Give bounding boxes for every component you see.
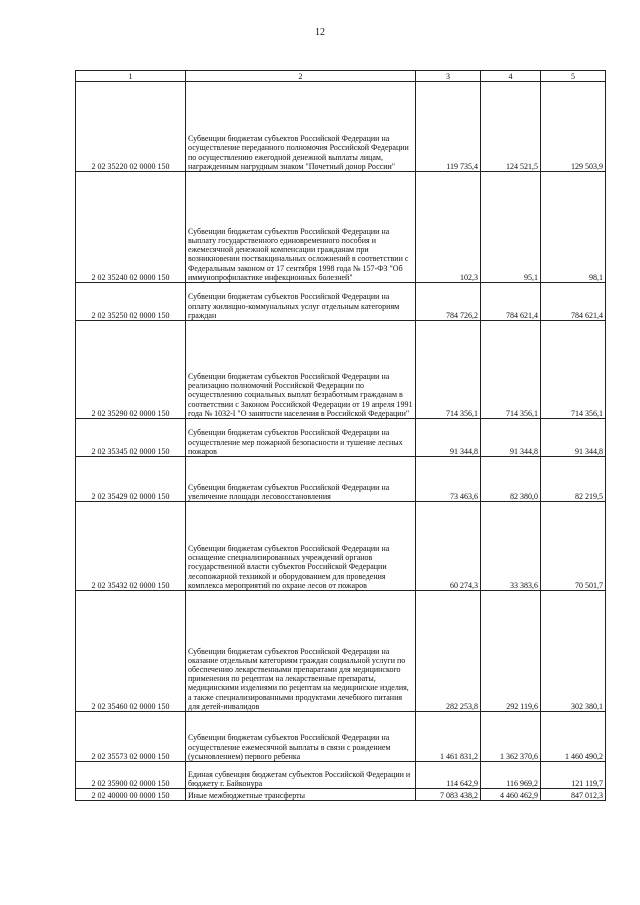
table-row: [76, 457, 606, 502]
column-header: 3: [416, 71, 481, 82]
column-header: 1: [76, 71, 186, 82]
description: Субвенции бюджетам субъектов Российской Федерации на оплату жилищно-коммунальных услуг отдельным категориям граждан: [186, 283, 416, 321]
value-2021: 302 380,1: [541, 591, 606, 712]
description: Субвенции бюджетам субъектов Российской Федерации на выплату государственного единовременного пособия и ежемесячной денежной компенсации гражданам при возникновении поствакцинальных осложнений в соответствии с Федеральным законом от 17 сентября 1998 года № 157-ФЗ "Об иммунопрофилактике инфекционных болезней": [186, 172, 416, 283]
value-2019: 102,3: [416, 172, 481, 283]
value-2020: 292 119,6: [481, 591, 541, 712]
value-2019: 60 274,3: [416, 502, 481, 591]
value-2021: 121 119,7: [541, 762, 606, 789]
value-2020: 124 521,5: [481, 82, 541, 172]
budget-code: 2 02 35220 02 0000 150: [76, 82, 186, 172]
column-header: 5: [541, 71, 606, 82]
description: Субвенции бюджетам субъектов Российской Федерации на оказание отдельным категориям граждан социальной услуги по обеспечению лекарственными препаратами для медицинского применения по рецептам на лекарственные препараты, медицинскими изделиями по рецептам на медицинские изделия, а также специализированными продуктами лечебного питания для детей-инвалидов: [186, 591, 416, 712]
value-2020: 1 362 370,6: [481, 712, 541, 762]
value-2019: 714 356,1: [416, 321, 481, 419]
table-row: [76, 172, 606, 283]
value-2020: 784 621,4: [481, 283, 541, 321]
value-2021: 1 460 490,2: [541, 712, 606, 762]
table-row: [76, 283, 606, 321]
budget-code: 2 02 35460 02 0000 150: [76, 591, 186, 712]
value-2020: 82 380,0: [481, 457, 541, 502]
table-row: [76, 591, 606, 712]
table-row: [76, 712, 606, 762]
table-row: [76, 789, 606, 801]
budget-code: 2 02 40000 00 0000 150: [76, 789, 186, 801]
table-row: [76, 762, 606, 789]
description: Субвенции бюджетам субъектов Российской Федерации на осуществление переданного полномочия Российской Федерации по осуществлению ежегодной денежной выплаты лицам, награжденным нагрудным знаком "Почетный донор России": [186, 82, 416, 172]
page-number: 12: [315, 27, 325, 38]
value-2021: 82 219,5: [541, 457, 606, 502]
value-2021: 129 503,9: [541, 82, 606, 172]
value-2021: 784 621,4: [541, 283, 606, 321]
header-row: [76, 71, 606, 82]
value-2021: 714 356,1: [541, 321, 606, 419]
value-2020: 91 344,8: [481, 419, 541, 457]
budget-code: 2 02 35432 02 0000 150: [76, 502, 186, 591]
description: Иные межбюджетные трансферты: [186, 789, 416, 801]
description: Единая субвенция бюджетам субъектов Российской Федерации и бюджету г. Байконура: [186, 762, 416, 789]
table-row: [76, 321, 606, 419]
budget-code: 2 02 35240 02 0000 150: [76, 172, 186, 283]
value-2021: 847 012,3: [541, 789, 606, 801]
value-2020: 33 383,6: [481, 502, 541, 591]
budget-code: 2 02 35573 02 0000 150: [76, 712, 186, 762]
value-2020: 4 460 462,9: [481, 789, 541, 801]
table-row: [76, 82, 606, 172]
value-2019: 114 642,9: [416, 762, 481, 789]
description: Субвенции бюджетам субъектов Российской Федерации на осуществление ежемесячной выплаты в связи с рождением (усыновлением) первого ребенка: [186, 712, 416, 762]
budget-code: 2 02 35250 02 0000 150: [76, 283, 186, 321]
value-2021: 70 501,7: [541, 502, 606, 591]
description: Субвенции бюджетам субъектов Российской Федерации на оснащение специализированных учреждений органов государственной власти субъектов Российской Федерации лесопожарной техникой и оборудованием для проведения комплекса мероприятий по охране лесов от пожаров: [186, 502, 416, 591]
value-2020: 714 356,1: [481, 321, 541, 419]
column-header: 2: [186, 71, 416, 82]
value-2020: 116 969,2: [481, 762, 541, 789]
table-row: [76, 502, 606, 591]
budget-table: [75, 70, 606, 801]
budget-code: 2 02 35429 02 0000 150: [76, 457, 186, 502]
value-2020: 95,1: [481, 172, 541, 283]
value-2021: 91 344,8: [541, 419, 606, 457]
description: Субвенции бюджетам субъектов Российской Федерации на осуществление мер пожарной безопасности и тушение лесных пожаров: [186, 419, 416, 457]
value-2019: 1 461 831,2: [416, 712, 481, 762]
value-2021: 98,1: [541, 172, 606, 283]
description: Субвенции бюджетам субъектов Российской Федерации на увеличение площади лесовосстановления: [186, 457, 416, 502]
column-header: 4: [481, 71, 541, 82]
value-2019: 73 463,6: [416, 457, 481, 502]
value-2019: 119 735,4: [416, 82, 481, 172]
value-2019: 784 726,2: [416, 283, 481, 321]
value-2019: 282 253,8: [416, 591, 481, 712]
table-row: [76, 419, 606, 457]
description: Субвенции бюджетам субъектов Российской Федерации на реализацию полномочий Российской Федерации по осуществлению социальных выплат безработным гражданам в соответствии с Законом Российской Федерации от 19 апреля 1991 года № 1032-I "О занятости населения в Российской Федерации": [186, 321, 416, 419]
budget-code: 2 02 35345 02 0000 150: [76, 419, 186, 457]
value-2019: 7 083 438,2: [416, 789, 481, 801]
budget-code: 2 02 35290 02 0000 150: [76, 321, 186, 419]
budget-code: 2 02 35900 02 0000 150: [76, 762, 186, 789]
value-2019: 91 344,8: [416, 419, 481, 457]
